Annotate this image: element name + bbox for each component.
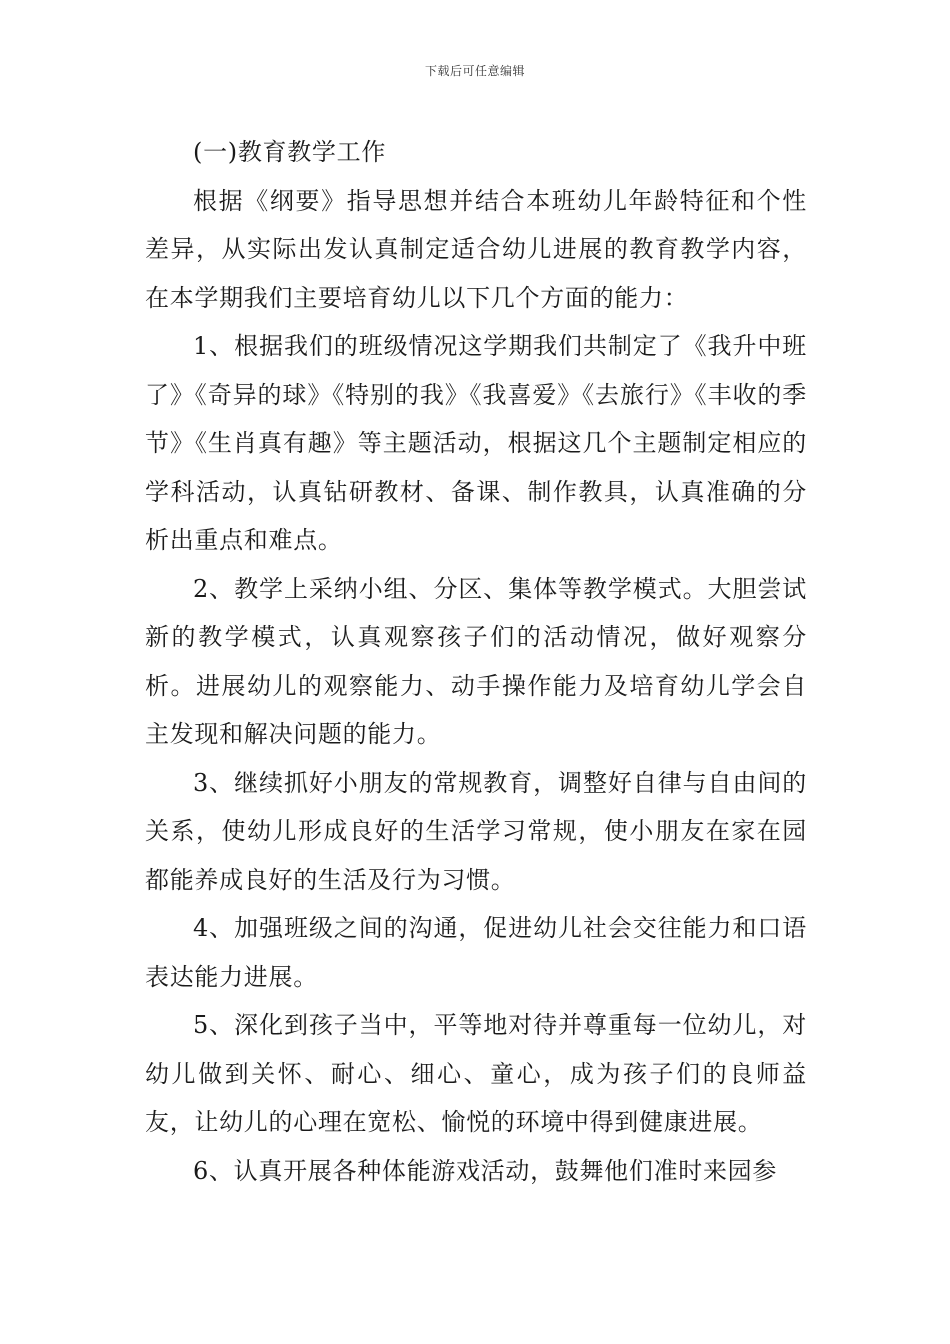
paragraph-item-6: 6、认真开展各种体能游戏活动，鼓舞他们准时来园参	[193, 1156, 778, 1185]
document-body	[145, 128, 807, 1195]
paragraph-item-5: 5、深化到孩子当中，平等地对待并尊重每一位幼儿，对幼儿做到关怀、耐心、细心、童心，成为孩子们的良师益友，让幼儿的心理在宽松、愉悦的环境中得到健康进展。	[145, 1011, 807, 1136]
page-header: 下载后可任意编辑	[424, 64, 525, 78]
paragraph-item-1: 1、根据我们的班级情况这学期我们共制定了《我升中班了》《奇异的球》《特别的我》《我喜爱》《去旅行》《丰收的季节》《生肖真有趣》等主题活动，根据这几个主题制定相应的学科活动，认真钻研教材、备课、制作教具，认真准确的分析出重点和难点。	[145, 332, 807, 554]
section-heading: (一)教育教学工作	[193, 138, 387, 166]
paragraph-item-2: 2、教学上采纳小组、分区、集体等教学模式。大胆尝试新的教学模式，认真观察孩子们的活动情况，做好观察分析。进展幼儿的观察能力、动手操作能力及培育幼儿学会自主发现和解决问题的能力。	[145, 574, 807, 748]
paragraph-item-3: 3、继续抓好小朋友的常规教育，调整好自律与自由间的关系，使幼儿形成良好的生活学习常规，使小朋友在家在园都能养成良好的生活及行为习惯。	[145, 768, 807, 894]
paragraph-intro: 根据《纲要》指导思想并结合本班幼儿年龄特征和个性差异，从实际出发认真制定适合幼儿进展的教育教学内容，在本学期我们主要培育幼儿以下几个方面的能力：	[145, 186, 807, 312]
paragraph-item-4: 4、加强班级之间的沟通，促进幼儿社会交往能力和口语表达能力进展。	[145, 914, 807, 991]
